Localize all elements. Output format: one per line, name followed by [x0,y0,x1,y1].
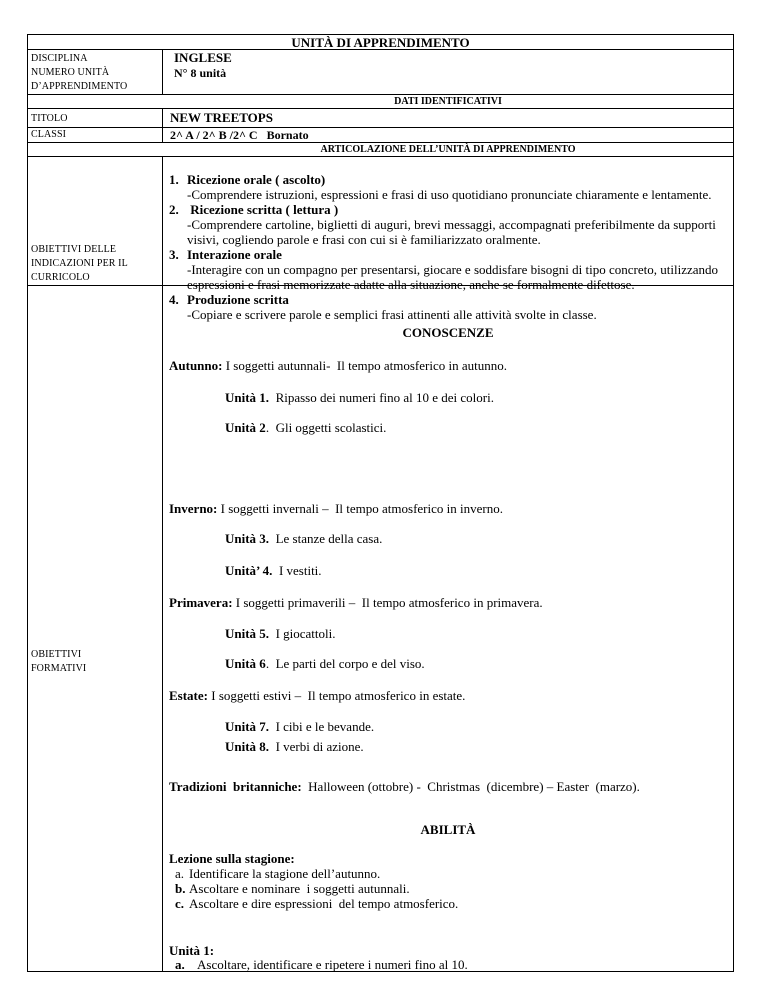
page-title: UNITÀ DI APPRENDIMENTO [291,35,470,50]
titolo-value: NEW TREETOPS [170,110,273,125]
unita2-line [225,420,386,435]
obiettivo-title: Ricezione scritta ( lettura ) [187,202,339,217]
unita1-abilita-head: Unità 1: [169,943,215,958]
obiettivo-text: -Copiare e scrivere parole e semplici frasi attinenti alle attività svolte in classe. [187,307,597,322]
table-right-border [733,34,734,972]
obiettivo-text: -Interagire con un compagno per presentarsi, giocare e soddisfare bisogni di tipo concreto, utilizzando espressioni e frasi memorizzate adatte alla situazione, anche se formalmente difettose. [187,262,719,292]
inverno-text: I soggetti invernali – Il tempo atmosferico in inverno. [217,501,503,516]
conoscenze-heading: CONOSCENZE [402,325,494,340]
obiettivo-text: -Comprendere istruzioni, espressioni e frasi di uso quotidiano pronunciate chiaramente e lentamente. [187,187,712,202]
divider-after-dati [27,108,734,109]
unita3-text: Le stanze della casa. [269,531,383,546]
obiettivo-title: Interazione orale [187,247,282,262]
tradizioni-head: Tradizioni britanniche: [169,779,302,794]
unita2-text: . Gli oggetti scolastici. [265,420,387,435]
primavera-line [169,595,543,610]
unita8-head: Unità 8. [225,739,270,754]
estate-text: I soggetti estivi – Il tempo atmosferico in estate. [208,688,466,703]
dati-identificativi-heading: DATI IDENTIFICATIVI [394,96,502,107]
divider-after-titolo [27,127,734,128]
unita7-text: I cibi e le bevande. [269,719,375,734]
unita4-head: Unità’ 4. [225,563,273,578]
unita3-head: Unità 3. [225,531,270,546]
obiettivo-item [169,172,729,202]
autunno-text: I soggetti autunnali- Il tempo atmosferico in autunno. [222,358,507,373]
lezione-item-letter: a. [175,866,185,881]
obiettivi-formativi-label: OBIETTIVI FORMATIVI [31,649,87,674]
titolo-label: TITOLO [31,113,68,124]
disciplina-value: INGLESE [174,50,232,65]
lezione-item-text: Ascoltare e dire espressioni del tempo atmosferico. [189,896,459,911]
unita5-line [225,626,336,641]
primavera-text: I soggetti primaverili – Il tempo atmosferico in primavera. [232,595,543,610]
table-left-border [27,34,28,972]
unita1-abilita-letter: a. [175,957,185,972]
estate-line [169,688,465,703]
obiettivi-indicazioni-label: OBIETTIVI DELLE INDICAZIONI PER IL CURRICOLO [31,244,128,283]
disciplina-label: DISCIPLINA [31,53,88,64]
unita6-text: . Le parti del corpo e del viso. [265,656,425,671]
tradizioni-text: Halloween (ottobre) - Christmas (dicembre) – Easter (marzo). [301,779,640,794]
obiettivo-number: 2. [169,202,179,217]
obiettivo-title: Ricezione orale ( ascolto) [187,172,326,187]
lezione-item-letter: b. [175,881,186,896]
unita5-text: I giocattoli. [269,626,336,641]
unita6-head: Unità 6 [225,656,266,671]
lezione-item-letter: c. [175,896,185,911]
unita2-head: Unità 2 [225,420,266,435]
obiettivo-item [169,247,729,292]
obiettivo-text: -Comprendere cartoline, biglietti di auguri, brevi messaggi, accompagnati preferibilmente da supporti visivi, cogliendo parole e frasi con cui si è familiarizzato oralmente. [187,217,716,247]
obiettivo-number: 4. [169,292,179,307]
unita8-text: I verbi di azione. [269,739,364,754]
unita1-line [225,390,494,405]
classi-value: 2^ A / 2^ B /2^ C Bornato [170,128,309,142]
inverno-head: Inverno: [169,501,218,516]
unita1-text: Ripasso dei numeri fino al 10 e dei colori. [269,390,494,405]
col-divider-2 [162,108,163,142]
unita6-line [225,656,425,671]
obiettivo-item [169,292,729,322]
obiettivo-item [169,202,729,247]
lezione-item-text: Ascoltare e nominare i soggetti autunnali. [189,881,410,896]
autunno-line [169,358,507,373]
inverno-line [169,501,503,516]
obiettivo-number: 1. [169,172,179,187]
unita4-text: I vestiti. [272,563,322,578]
classi-label: CLASSI [31,129,67,140]
obiettivo-number: 3. [169,247,179,262]
numero-unita-label: NUMERO UNITÀ D’APPRENDIMENTO [31,67,128,92]
unita5-head: Unità 5. [225,626,270,641]
abilita-heading: ABILITÀ [420,822,476,837]
lezione-head: Lezione sulla stagione: [169,851,295,866]
unita3-line [225,531,382,546]
lezione-item [175,896,458,911]
unita1-abilita-item [175,957,468,972]
primavera-head: Primavera: [169,595,233,610]
col-divider-1 [162,49,163,94]
divider-after-articolazione [27,156,734,157]
unita4-line [225,563,322,578]
estate-head: Estate: [169,688,208,703]
obiettivo-title: Produzione scritta [187,292,289,307]
unita1-abilita-text: Ascoltare, identificare e ripetere i numeri fino al 10. [197,957,468,972]
tradizioni-line [169,779,640,794]
numero-unita-value: N° 8 unità [174,66,227,80]
col-divider-3 [162,156,163,971]
autunno-head: Autunno: [169,358,223,373]
lezione-item-text: Identificare la stagione dell’autunno. [189,866,381,881]
articolazione-heading: ARTICOLAZIONE DELL’UNITÀ DI APPRENDIMENTO [320,144,576,155]
unita7-line [225,719,374,734]
lezione-item [175,866,380,881]
unita7-head: Unità 7. [225,719,270,734]
lezione-item [175,881,410,896]
unita1-head: Unità 1. [225,390,270,405]
obiettivi-list [169,172,729,322]
unita8-line [225,739,364,754]
